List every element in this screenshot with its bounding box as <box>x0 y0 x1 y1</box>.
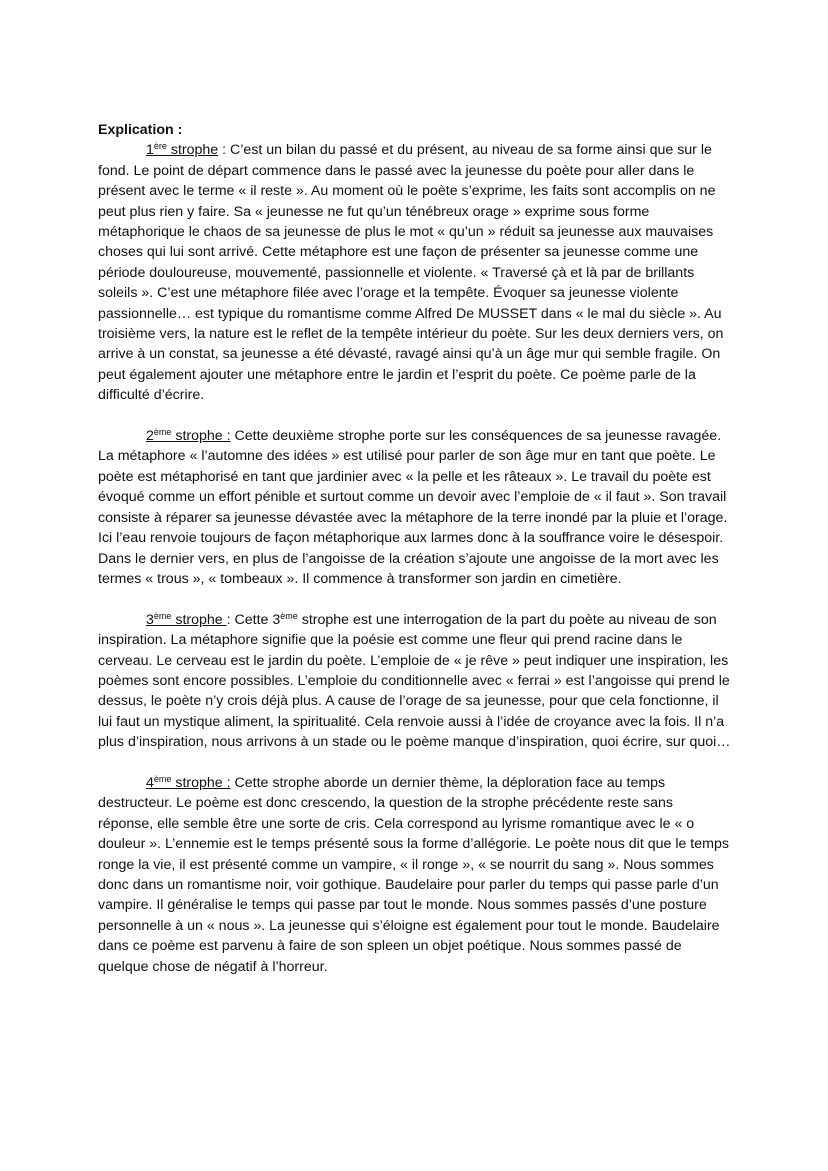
paragraph-strophe-1: 1ère strophe : C’est un bilan du passé et du présent, au niveau de sa forme ainsi que sur le fond. Le point de départ commence dans le passé avec la jeunesse du poète pour aller dans le présent avec le terme « il reste ». Au moment où le poète s’exprime, les faits sont accomplis on ne peut plus rien y faire. Sa « jeunesse ne fut qu’un ténébreux orage » exprime sous forme métaphorique le chaos de sa jeunesse de plus le mot « qu’un » réduit sa jeunesse aux mauvaises choses qui lui sont arrivé. Cette métaphore est une façon de présenter sa jeunesse comme une période douloureuse, mouvementé, passionnelle et violente. « Traversé çà et là par de brillants soleils ». C’est une métaphore filée avec l’orage et la tempête. Évoquer sa jeunesse violente passionnelle… est typique du romantisme comme Alfred De MUSSET dans « le mal du siècle ». Au troisième vers, la nature est le reflet de la tempête intérieur du poète. Sur les deux derniers vers, on arrive à un constat, sa jeunesse a été dévasté, ravagé ainsi qu’à un âge mur qui semble fragile. On peut également ajouter une métaphore entre le jardin et l’esprit du poète. Ce poème parle de la difficulté d’écrire. <box>98 141 724 404</box>
strophe-1-label: 1ère strophe <box>146 141 219 159</box>
strophe-2-label: 2ème strophe : <box>146 427 231 445</box>
paragraph-strophe-4 <box>98 773 732 977</box>
paragraph-strophe-2 <box>98 426 732 589</box>
document-page <box>98 120 732 997</box>
strophe-3-text: strophe est une interrogation de la part du poète au niveau de son inspiration. La métaphore signifie que la poésie est comme une fleur qui prend racine dans le cerveau. Le cerveau est le jardin du poète. L’emploie de « je rêve » peut indiquer une inspiration, les poèmes sont encore possibles. L’emploie du conditionnelle avec « ferrai » est l’angoisse qui prend le dessus, le poète n’y crois déjà plus. A cause de l’orage de sa jeunesse, pour que cela fonctionne, il lui faut un mystique aliment, la spiritualité. Cela renvoie aussi à l’idée de croyance avec la fois. Il n’a plus d’inspiration, nous arrivons à un stade ou le poème manque d’inspiration, quoi écrire, sur quoi… <box>98 611 731 751</box>
strophe-4-label: 4ème strophe : <box>146 773 231 791</box>
strophe-1-text: C’est un bilan du passé et du présent, au niveau de sa forme ainsi que sur le fond. Le point de départ commence dans le passé avec la jeunesse du poète pour aller dans le présent avec le terme « il reste ». Au moment où le poète s’exprime, les faits sont accomplis on ne peut plus rien y faire. Sa « jeunesse ne fut qu’un ténébreux orage » exprime sous forme métaphorique le chaos de sa jeunesse de plus le mot « qu’un » réduit sa jeunesse aux mauvaises choses qui lui sont arrivé. Cette métaphore est une façon de présenter sa jeunesse comme une période douloureuse, mouvementé, passionnelle et violente. « Traversé çà et là par de brillants soleils ». C’est une métaphore filée avec l’orage et la tempête. Évoquer sa jeunesse violente passionnelle… est typique du romantisme comme Alfred De MUSSET dans « le mal du siècle ». Au troisième vers, la nature est le reflet de la tempête intérieur du poète. Sur les deux derniers vers, on arrive à un constat, sa jeunesse a été dévasté, ravagé ainsi qu’à un âge mur qui semble fragile. On peut également ajouter une métaphore entre le jardin et l’esprit du poète. Ce poème parle de la difficulté d’écrire. <box>98 142 724 404</box>
strophe-2-text: Cette deuxième strophe porte sur les conséquences de sa jeunesse ravagée. La métaphore « l’automne des idées » est utilisé pour parler de son âge mur en tant que poète. Le poète est métaphorisé en tant que jardinier avec « la pelle et les râteaux ». Le travail du poète est évoqué comme un effort pénible et surtout comme un devoir avec l’emploie de « il faut ». Son travail consiste à réparer sa jeunesse dévastée avec la métaphore de la terre inondé par la pluie et l’orage. Ici l’eau renvoie toujours de façon métaphorique aux larmes donc à la souffrance voire le désespoir. Dans le dernier vers, en plus de l’angoisse de la création s’ajoute une angoisse de la mort avec les termes « trous », « tombeaux ». Il commence à transformer son jardin en cimetière. <box>98 428 728 587</box>
section-heading: Explication : <box>98 122 183 138</box>
strophe-3-label: 3ème strophe <box>146 610 227 628</box>
paragraph-strophe-3: 3ème strophe : Cette 3ème strophe est une interrogation de la part du poète au niveau de son inspiration. La métaphore signifie que la poésie est comme une fleur qui prend racine dans le cerveau. Le cerveau est le jardin du poète. L’emploie de « je rêve » peut indiquer une inspiration, les poèmes sont encore possibles. L’emploie du conditionnelle avec « ferrai » est l’angoisse qui prend le dessus, le poète n’y crois déjà plus. A cause de l’orage de sa jeunesse, pour que cela fonctionne, il lui faut un mystique aliment, la spiritualité. Cela renvoie aussi à l’idée de croyance avec la fois. Il n’a plus d’inspiration, nous arrivons à un stade ou le poème manque d’inspiration, quoi écrire, sur quoi… <box>98 610 731 751</box>
strophe-4-text: Cette strophe aborde un dernier thème, la déploration face au temps destructeur. Le poème est donc crescendo, la question de la strophe précédente reste sans réponse, elle semble être une sorte de cris. Cela correspond au lyrisme romantique avec le « o douleur ». L’ennemie est le temps présenté sous la forme d’allégorie. Le poète nous dit que le temps ronge la vie, il est présenté comme un vampire, « il ronge », « se nourrit du sang ». Nous sommes donc dans un romantisme noir, voir gothique. Baudelaire pour parler du temps qui passe parle d’un vampire. Il généralise le temps qui passe par tout le monde. Nous sommes passés d’une posture personnelle à un « nous ». La jeunesse qui s’éloigne est également pour tout le monde. Baudelaire dans ce poème est parvenu à faire de son spleen un objet poétique. Nous sommes passé de quelque chose de négatif à l’horreur. <box>98 774 729 975</box>
